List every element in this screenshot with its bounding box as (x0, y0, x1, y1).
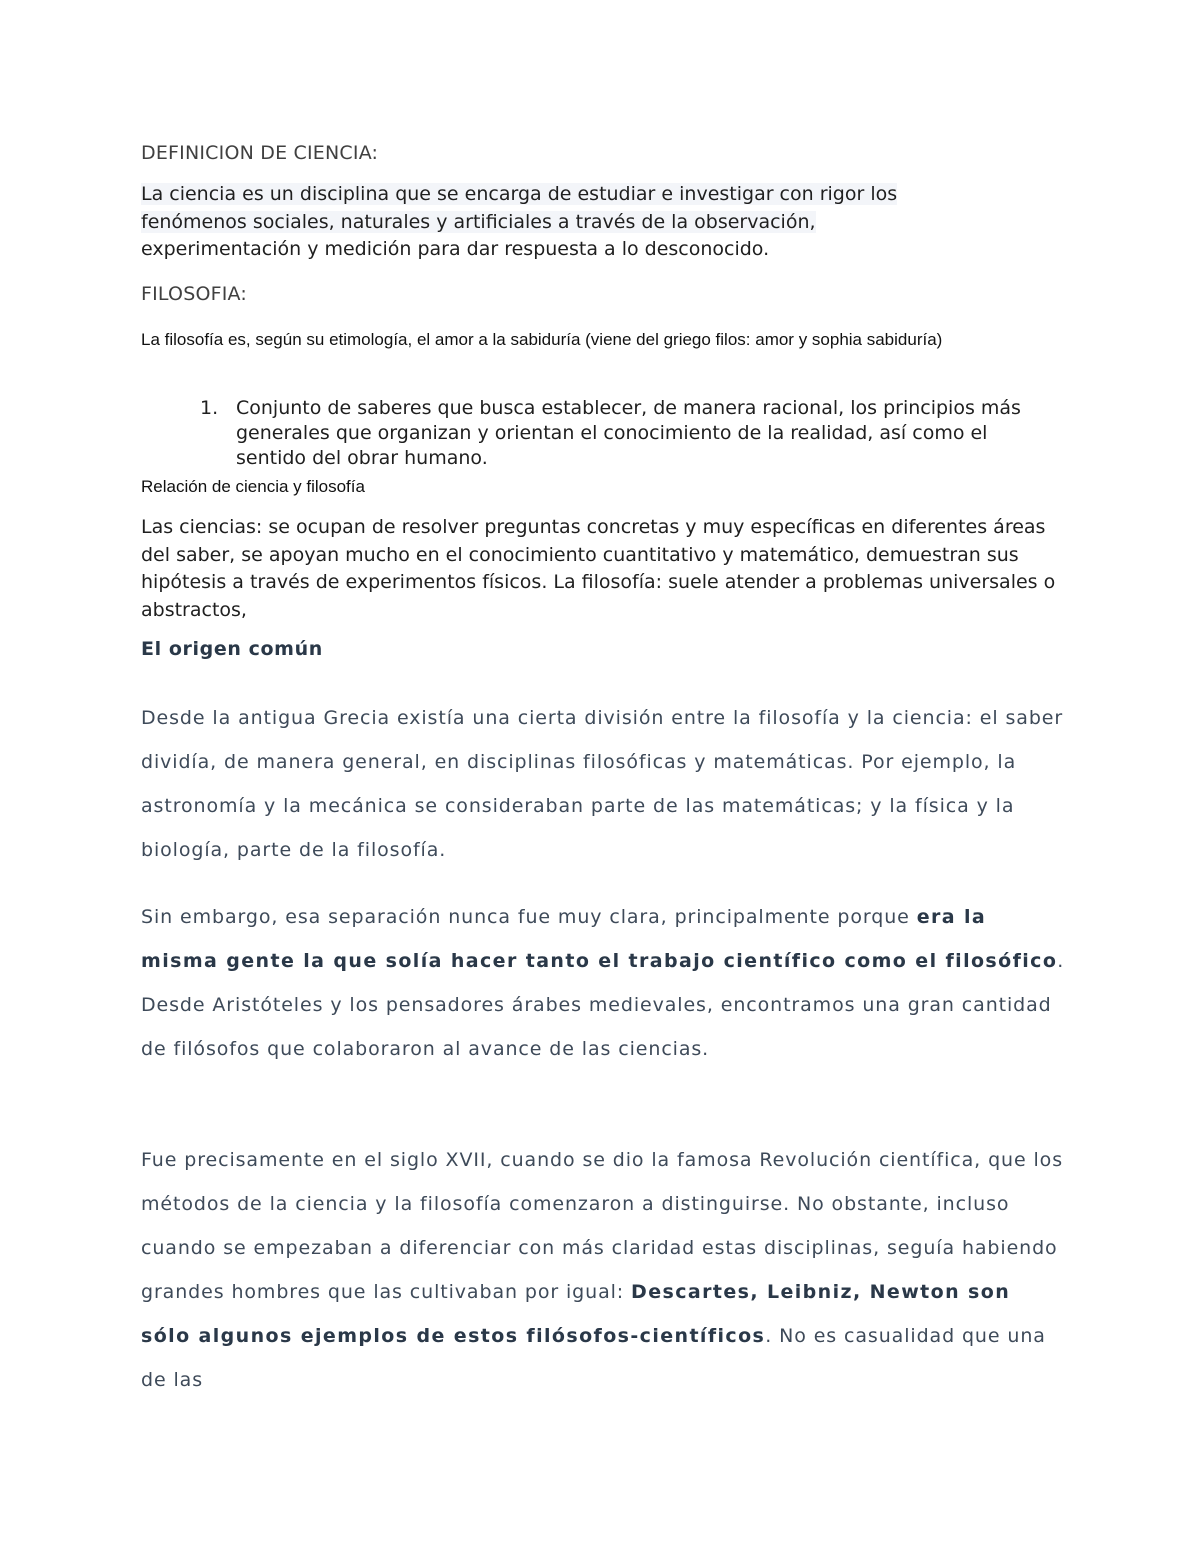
definicion-heading: DEFINICION DE CIENCIA: (141, 142, 379, 164)
list-number: 1. (200, 397, 219, 419)
definicion-line-3: experimentación y medición para dar respuesta a lo desconocido. (141, 238, 770, 260)
definicion-paragraph (141, 181, 1021, 264)
origen-paragraph-3 (141, 1138, 1066, 1402)
relacion-paragraph: Las ciencias: se ocupan de resolver preguntas concretas y muy específicas en diferentes áreas del saber, se apoyan mucho en el conocimiento cuantitativo y matemático, demuestran sus hipótesis a través de experimentos físicos. La filosofía: suele atender a problemas universales o abstractos, (141, 516, 1056, 621)
origen-p2-text-a: Sin embargo, esa separación nunca fue muy clara, principalmente porque (141, 906, 917, 928)
definicion-line-2: fenómenos sociales, naturales y artificiales a través de la observación, (141, 210, 816, 233)
list-item: Conjunto de saberes que busca establecer, de manera racional, los principios más generales que organizan y orientan el conocimiento de la realidad, así como el sentido del obrar humano. (236, 397, 1021, 469)
definicion-line-1: La ciencia es un disciplina que se encarga de estudiar e investigar con rigor los (141, 183, 898, 205)
numbered-list (200, 396, 1040, 471)
origen-paragraph-2 (141, 895, 1066, 1071)
filosofia-heading: FILOSOFIA: (141, 283, 248, 305)
filosofia-definition: La filosofía es, según su etimología, el amor a la sabiduría (viene del griego filos: amor y sophia sabiduría) (141, 330, 943, 349)
origen-p3-text-a: Fue precisamente en el siglo XVII, cuando se dio la famosa Revolución científica, que los métodos de la ciencia y la filosofía comenzaron a distinguirse. No obstante, incluso cuando se empezaban a diferenciar con más claridad estas disciplinas, seguía habiendo grandes hombres que las cultivaban por igual: (141, 1149, 1063, 1303)
origen-heading: El origen común (141, 638, 323, 660)
origen-p3-bold: Descartes, Leibniz, Newton son sólo algunos ejemplos de estos filósofos-científicos (141, 1281, 1011, 1347)
relacion-heading: Relación de ciencia y filosofía (141, 477, 365, 496)
origen-paragraph-1: Desde la antigua Grecia existía una cierta división entre la filosofía y la ciencia: el saber dividía, de manera general, en disciplinas filosóficas y matemáticas. Por ejemplo, la astronomía y la mecánica se consideraban parte de las matemáticas; y la física y la biología, parte de la filosofía. (141, 707, 1064, 861)
origen-p3-text-b: . No es casualidad que una de las (141, 1325, 1046, 1391)
origen-p2-text-b: . Desde Aristóteles y los pensadores árabes medievales, encontramos una gran cantidad de filósofos que colaboraron al avance de las ciencias. (141, 950, 1065, 1060)
origen-p2-bold: era la misma gente la que solía hacer tanto el trabajo científico como el filosófico (141, 906, 1058, 972)
